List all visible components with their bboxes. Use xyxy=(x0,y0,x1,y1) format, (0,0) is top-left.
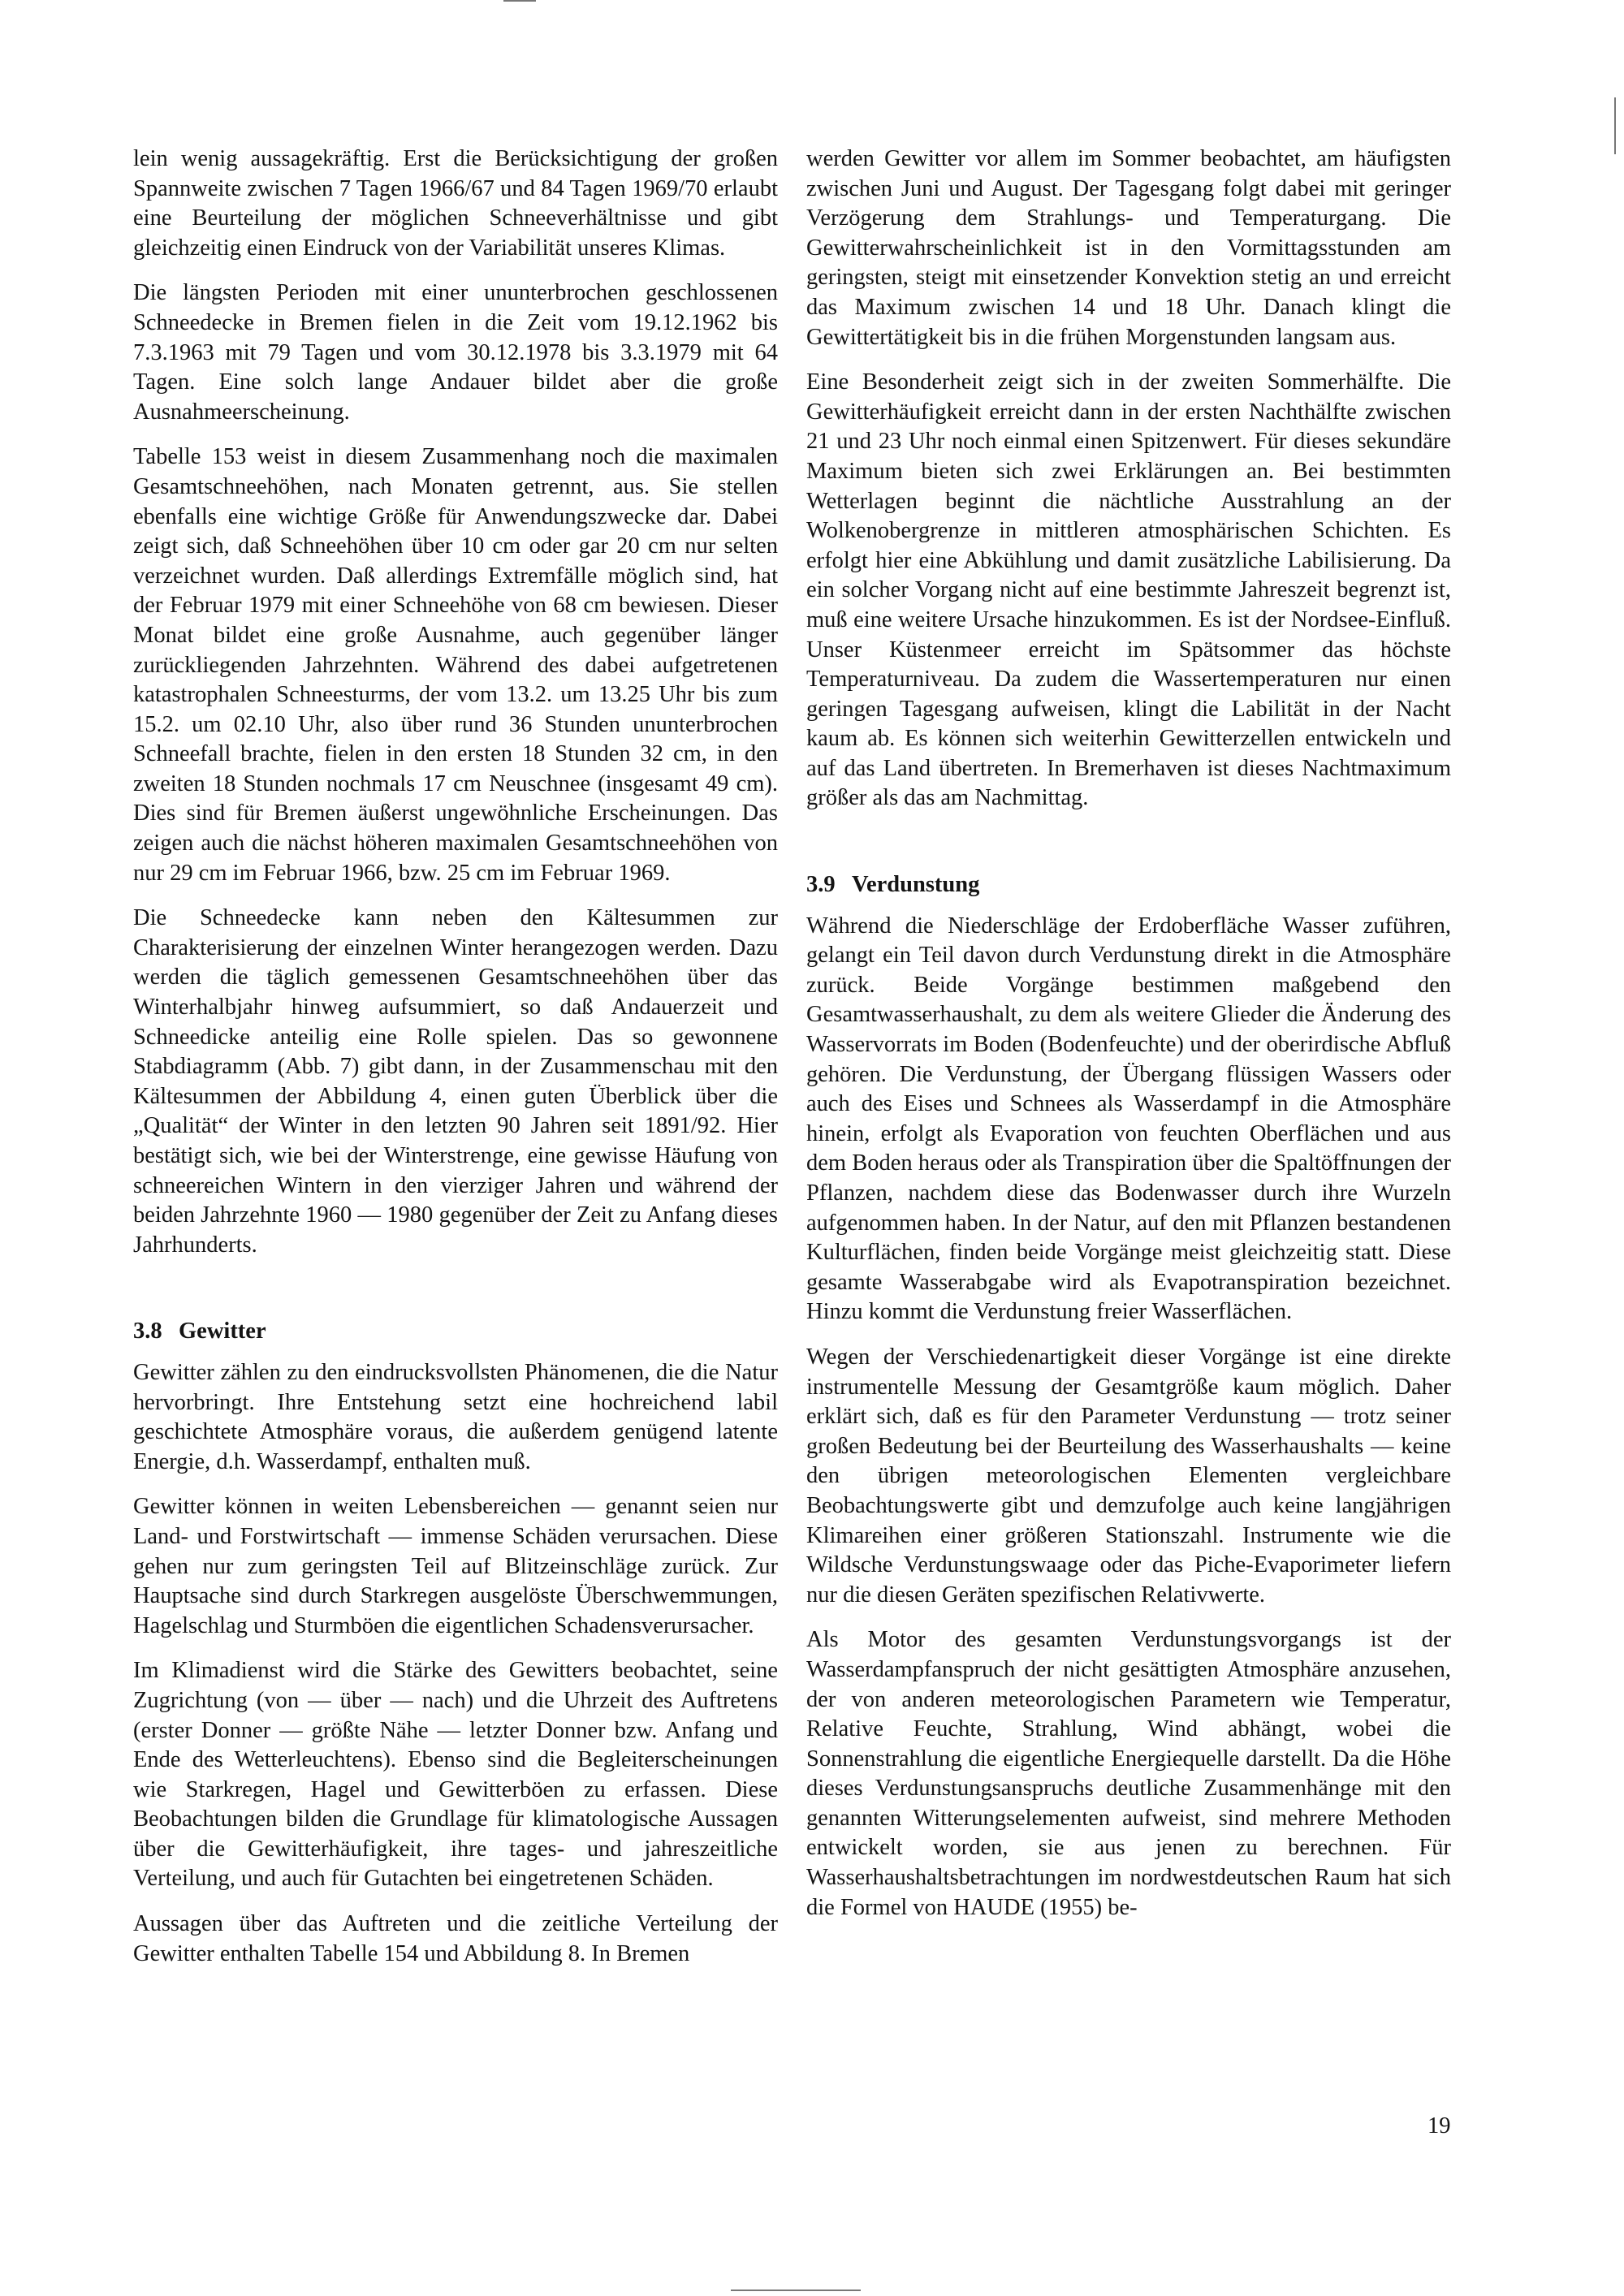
scan-mark-bottom xyxy=(731,2290,861,2291)
section-title: Verdunstung xyxy=(852,872,980,898)
paragraph: Als Motor des gesamten Verdunstungsvorgangs ist der Wasserdampfanspruch der nicht gesättigten Atmosphäre anzusehen, der von anderen meteorologischen Parametern wie Temperatur, Relative Feuchte, Strahlung, Wind abhängt, wobei die Sonnenstrahlung die eigentliche Energiequelle darstellt. Da die Höhe dieses Verdunstungsanspruchs deutliche Zusammenhänge mit den genannten Witterungselementen aufweist, sind mehrere Methoden entwickelt worden, sie aus jenen zu berechnen. Für Wasserhaushaltsbetrachtungen im nordwestdeutschen Raum hat sich die Formel von HAUDE (1955) be- xyxy=(806,1627,1451,1920)
paragraph: Eine Besonderheit zeigt sich in der zweiten Sommerhälfte. Die Gewitterhäufigkeit erreicht dann in der ersten Nachthälfte zwischen 21 und 23 Uhr noch einmal einen Spitzenwert. Für dieses sekundäre Maximum bieten sich zwei Erklärungen an. Bei bestimmten Wetterlagen beginnt die nächtliche Ausstrahlung an der Wolkenobergrenze in mittleren atmosphärischen Schichten. Es erfolgt hier eine Abkühlung und damit zusätzliche Labilisierung. Da ein solcher Vorgang nicht auf eine bestimmte Jahreszeit begrenzt ist, muß eine weitere Ursache hinzukommen. Es ist der Nordsee-Einfluß. Unser Küstenmeer erreicht im Spätsommer das höchste Temperaturniveau. Da zudem die Wassertemperaturen nur einen geringen Tagesgang aufweisen, klingt die Labilität in der Nacht kaum ab. Es können sich weiterhin Gewitterzellen entwickeln und auf das Land übertreten. In Bremerhaven ist dieses Nachtmaximum größer als das am Nachmittag. xyxy=(806,369,1451,811)
paragraph: Die längsten Perioden mit einer ununterbrochen geschlossenen Schneedecke in Bremen fielen in die Zeit vom 19.12.1962 bis 7.3.1963 mit 79 Tagen und vom 30.12.1978 bis 3.3.1979 mit 64 Tagen. Eine solch lange Andauer bildet aber die große Ausnahmeerscheinung. xyxy=(133,280,778,425)
section-heading-verdunstung xyxy=(806,870,1451,900)
paragraph: Tabelle 153 weist in diesem Zusammenhang noch die maximalen Gesamtschneehöhen, nach Monaten getrennt, aus. Sie stellen ebenfalls eine wichtige Größe für Anwendungszwecke dar. Dabei zeigt sich, daß Schneehöhen über 10 cm oder gar 20 cm nur selten verzeichnet wurden. Daß allerdings Extremfälle möglich sind, hat der Februar 1979 mit einer Schneehöhe von 68 cm bewiesen. Dieser Monat bildet eine große Ausnahme, auch gegenüber länger zurückliegenden Jahrzehnten. Während des dabei aufgetretenen katastrophalen Schneesturms, der vom 13.2. um 13.25 Uhr bis zum 15.2. um 02.10 Uhr, also über rund 36 Stunden ununterbrochen Schneefall brachte, fielen in den ersten 18 Stunden 32 cm, in den zweiten 18 Stunden nochmals 17 cm Neuschnee (insgesamt 49 cm). Dies sind für Bremen äußerst ungewöhnliche Erscheinungen. Das zeigen auch die nächst höheren maximalen Gesamtschneehöhen von nur 29 cm im Februar 1966, bzw. 25 cm im Februar 1969. xyxy=(133,444,778,886)
scan-mark-top xyxy=(503,0,536,2)
section-number: 3.8 xyxy=(133,1318,162,1344)
paragraph: werden Gewitter vor allem im Sommer beobachtet, am häufigsten zwischen Juni und August. Der Tagesgang folgt dabei mit geringer Verzögerung dem Strahlungs- und Temperaturgang. Die Gewitterwahrscheinlichkeit ist in den Vormittagsstunden am geringsten, steigt mit einsetzender Konvektion stetig an und erreicht das Maximum zwischen 14 und 18 Uhr. Danach klingt die Gewittertätigkeit bis in die frühen Morgenstunden langsam aus. xyxy=(806,146,1451,350)
paragraph: Die Schneedecke kann neben den Kältesummen zur Charakterisierung der einzelnen Winter herangezogen werden. Dazu werden die täglich gemessenen Gesamtschneehöhen über das Winterhalbjahr hinweg aufsummiert, so daß Andauerzeit und Schneedicke anteilig eine Rolle spielen. Das so gewonnene Stabdiagramm (Abb. 7) gibt dann, in der Zusammenschau mit den Kältesummen der Abbildung 4, einen guten Überblick über die „Qualität“ der Winter in den letzten 90 Jahren seit 1891/92. Hier bestätigt sich, wie bei der Winterstrenge, eine gewisse Häufung von schneereichen Wintern in den vierziger Jahren und während der beiden Jahrzehnte 1960 — 1980 gegenüber der Zeit zu Anfang dieses Jahrhunderts. xyxy=(133,905,778,1258)
paragraph: Aussagen über das Auftreten und die zeitliche Verteilung der Gewitter enthalten Tabelle 154 und Abbildung 8. In Bremen xyxy=(133,1911,778,1966)
paragraph: Während die Niederschläge der Erdoberfläche Wasser zuführen, gelangt ein Teil davon durch Verdunstung direkt in die Atmosphäre zurück. Beide Vorgänge bestimmen maßgebend den Gesamtwasserhaushalt, zu dem als weitere Glieder die Änderung des Wasservorrats im Boden (Bodenfeuchte) und der oberirdische Abfluß gehören. Die Verdunstung, der Übergang flüssigen Wassers oder auch des Eises und Schnees als Wasserdampf in die Atmosphäre hinein, erfolgt als Evaporation von feuchten Oberflächen und aus dem Boden heraus oder als Transpiration über die Spaltöffnungen der Pflanzen, nachdem diese das Bodenwasser durch ihre Wurzeln aufgenommen haben. In der Natur, auf den mit Pflanzen bestandenen Kulturflächen, finden beide Vorgänge meist gleichzeitig statt. Diese gesamte Wasserabgabe wird als Evapotranspiration bezeichnet. Hinzu kommt die Verdunstung freier Wasserflächen. xyxy=(806,913,1451,1325)
page-number: 19 xyxy=(1427,2113,1451,2138)
left-column xyxy=(133,145,778,1984)
section-title: Gewitter xyxy=(179,1318,266,1344)
section-heading-gewitter xyxy=(133,1317,778,1347)
paragraph: Gewitter können in weiten Lebensbereichen — genannt seien nur Land- und Forstwirtschaft — immense Schäden verursachen. Diese gehen nur zum geringsten Teil auf Blitzeinschläge zurück. Zur Hauptsache sind durch Starkregen ausgelöste Überschwemmungen, Hagelschlag und Sturmböen die eigentlichen Schadensverursacher. xyxy=(133,1494,778,1638)
scan-mark-right xyxy=(1614,97,1616,154)
paragraph: Im Klimadienst wird die Stärke des Gewitters beobachtet, seine Zugrichtung (von — über — nach) und die Uhrzeit des Auftretens (erster Donner — größte Nähe — letzter Donner bzw. Anfang und Ende des Wetterleuchtens). Ebenso sind die Begleiterscheinungen wie Starkregen, Hagel und Gewitterböen zu erfassen. Diese Beobachtungen bilden die Grundlage für klimatologische Aussagen über die Gewitterhäufigkeit, ihre tages- und jahreszeitliche Verteilung, und auch für Gutachten bei eingetretenen Schäden. xyxy=(133,1658,778,1892)
section-number: 3.9 xyxy=(806,872,836,898)
paragraph: Gewitter zählen zu den eindrucksvollsten Phänomenen, die die Natur hervorbringt. Ihre Entstehung setzt eine hochreichend labil geschichtete Atmosphäre voraus, die außerdem genügend latente Energie, d.h. Wasserdampf, enthalten muß. xyxy=(133,1359,778,1474)
paragraph: lein wenig aussagekräftig. Erst die Berücksichtigung der großen Spannweite zwischen 7 Tagen 1966/67 und 84 Tagen 1969/70 erlaubt eine Beurteilung der möglichen Schneeverhältnisse und gibt gleichzeitig einen Eindruck von der Variabilität unseres Klimas. xyxy=(133,146,778,261)
paragraph: Wegen der Verschiedenartigkeit dieser Vorgänge ist eine direkte instrumentelle Messung der Gesamtgröße kaum möglich. Daher erklärt sich, daß es für den Parameter Verdunstung — trotz seiner großen Bedeutung bei der Beurteilung des Wasserhaushalts — keine den übrigen meteorologischen Elementen vergleichbare Beobachtungswerte gibt und demzufolge auch keine langjährigen Klimareihen einer größeren Stationszahl. Instrumente wie die Wildsche Verdunstungswaage oder das Piche-Evaporimeter liefern nur die diesen Geräten spezifischen Relativwerte. xyxy=(806,1344,1451,1608)
right-column xyxy=(806,145,1451,1938)
